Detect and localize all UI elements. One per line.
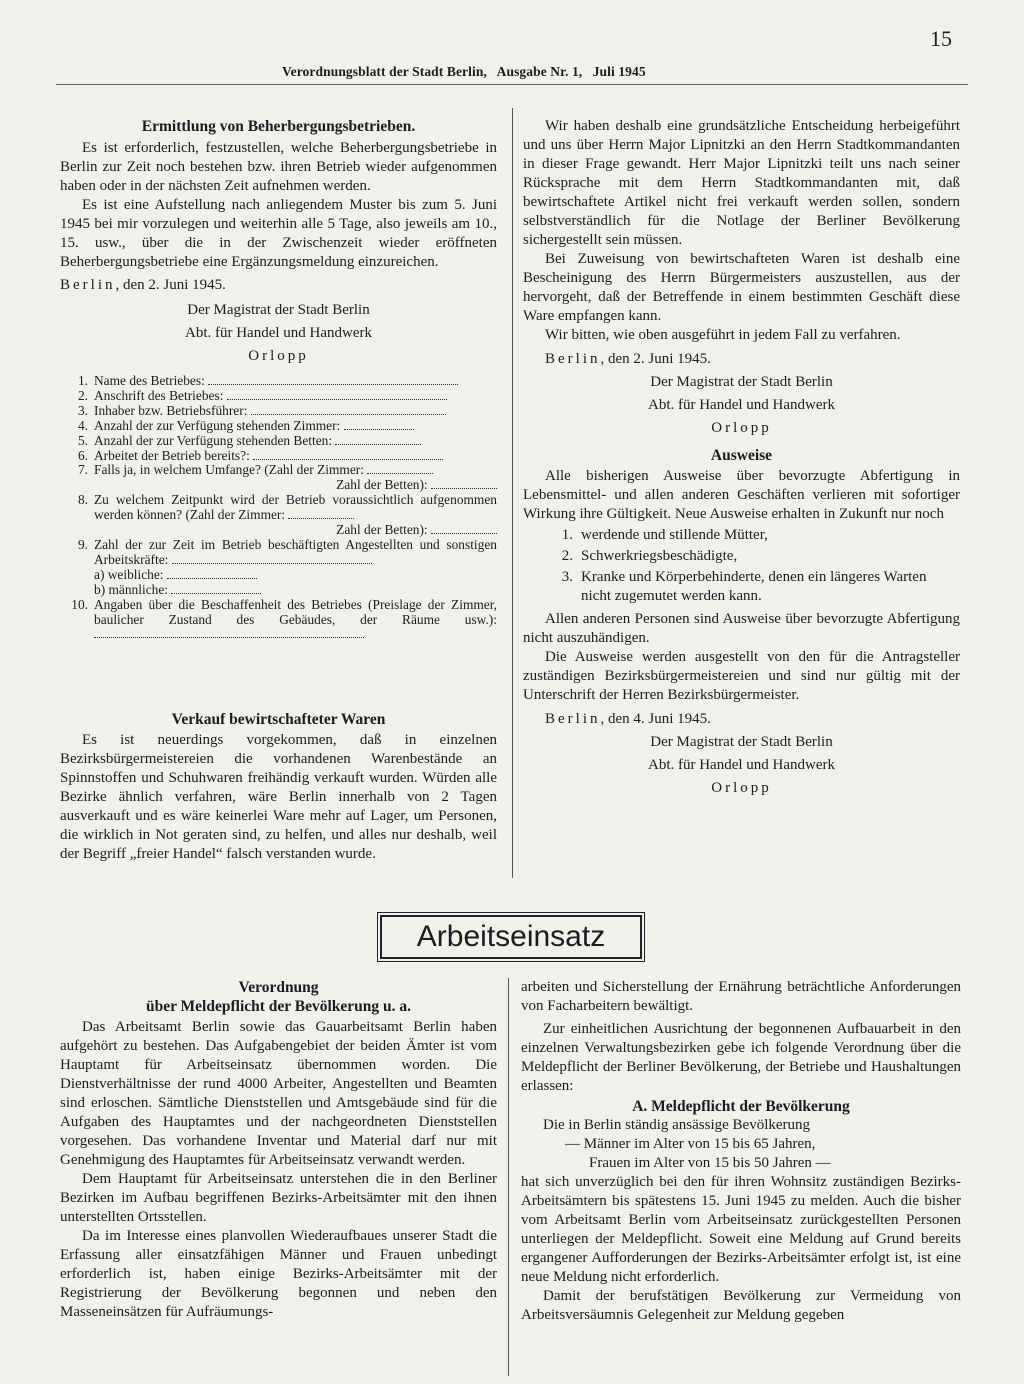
right-column-top	[523, 117, 960, 798]
paragraph: Die in Berlin ständig ansässige Bevölkerung	[543, 1117, 811, 1133]
page-number: 15	[930, 26, 952, 51]
paragraph: Damit der berufstätigen Bevölkerung zur Vermeidung von Arbeitsversäumnis Gelegenheit zur Meldung gegeben	[521, 1288, 961, 1323]
right-column-bottom	[521, 978, 961, 1325]
form-item: 8. Zu welchem Zeitpunkt wird der Betrieb voraussichtlich aufgenommen werden können? (Zahl der Zimmer: Zahl der Betten):	[77, 492, 497, 538]
city-name: Berlin	[545, 351, 601, 367]
paragraph: Die Ausweise werden ausgestellt von den für die Antragsteller zuständigen Bezirksbürgermeistereien und sind nur gültig mit der Unterschrift der Herren Bezirksbürgermeister.	[523, 649, 960, 703]
form-item: 7. Falls ja, in welchem Umfange? (Zahl der Zimmer: Zahl der Betten):	[66, 463, 497, 493]
date-line	[523, 350, 960, 369]
text-line: — Männer im Alter von 15 bis 65 Jahren,	[565, 1136, 816, 1152]
left-column-top	[60, 117, 497, 642]
eligibility-list	[523, 526, 960, 606]
signature-line: Abt. für Handel und Handwerk	[647, 397, 836, 413]
section-title-verkauf: Verkauf bewirtschafteter Waren	[171, 711, 386, 728]
form-item: 1. Name des Betriebes:	[66, 374, 497, 389]
paragraph: Allen anderen Personen sind Ausweise über bevorzugte Abfertigung nicht auszuhändigen.	[523, 611, 960, 646]
date-text: , den 4. Juni 1945.	[600, 711, 711, 727]
signature-line: Abt. für Handel und Handwerk	[647, 757, 836, 773]
list-item: 3. Kranke und Körperbehinderte, denen ein längeres Warten nicht zugemutet werden kann.	[561, 569, 927, 604]
paragraph: Es ist eine Aufstellung nach anliegendem Muster bis zum 5. Juni 1945 bei mir vorzulegen und weiterhin alle 5 Tage, also jeweils am 10., 15. usw., über die in der Zwischenzeit wieder eröffneten Beherbergungsbetriebe eine Ergänzungsmeldung einzureichen.	[60, 197, 497, 270]
paragraph: Wir bitten, wie oben ausgeführt in jedem Fall zu verfahren.	[545, 327, 901, 343]
paragraph: arbeiten und Sicherstellung der Ernährung beträchtliche Anforderungen von Facharbeitern bewältigt.	[521, 979, 961, 1014]
text-line: Frauen im Alter von 15 bis 50 Jahren —	[589, 1155, 831, 1171]
paragraph: Das Arbeitsamt Berlin sowie das Gauarbeitsamt Berlin haben aufgehört zu bestehen. Das Aufgabengebiet der beiden Ämter ist vom Hauptamt für Arbeitseinsatz übernommen worden. Die Dienstverhältnisse der rund 4000 Arbeiter, Angestellten und Beamten sind erloschen. Sämtliche Dienststellen und Amtsgebäude sind für die Aufgaben des Hauptamtes und der nachgeordneten Dienststellen vorgesehen. Das vorhandene Inventar und Material darf nur mit Genehmigung des Hauptamtes für Arbeitseinsatz verwandt werden.	[60, 1019, 497, 1168]
signature-name: Orlopp	[711, 420, 772, 436]
form-item: 5. Anzahl der zur Verfügung stehenden Betten:	[66, 434, 497, 449]
form-item: 2. Anschrift des Betriebes:	[66, 389, 497, 404]
paragraph: Da im Interesse eines planvollen Wiederaufbaues unserer Stadt die Erfassung aller einsatzfähigen Männer und Frauen unbedingt erforderlich ist, haben einige Bezirks-Arbeitsämter mit der Registrierung der Bevölkerung begonnen und neben den Masseneinsätzen für Aufräumungs-	[60, 1228, 497, 1320]
form-item: 6. Arbeitet der Betrieb bereits?:	[66, 449, 497, 464]
paragraph: Dem Hauptamt für Arbeitseinsatz unterstehen die in den Berliner Bezirken im Aufbau begriffenen Bezirks-Arbeitsämter mit den ihnen unterstellten Ortsstellen.	[60, 1171, 497, 1225]
form-item: 9. Zahl der zur Zeit im Betrieb beschäftigten Angestellten und sonstigen Arbeitskräfte: a) weibliche: b) männliche:	[77, 536, 497, 597]
signature-line: Der Magistrat der Stadt Berlin	[187, 302, 370, 318]
form-item: 10. Angaben über die Beschaffenheit des Betriebes (Preislage der Zimmer, baulicher Zustand des Gebäudes, der Räume usw.):	[66, 598, 497, 643]
column-divider-bottom	[508, 978, 509, 1376]
paragraph: Es ist neuerdings vorgekommen, daß in einzelnen Bezirksbürgermeistereien die vorhandenen Warenbestände an Spinnstoffen und Schuhwaren freihändig verkauft wurden. Würden alle Bezirke ähnlich verfahren, wäre Berlin innerhalb von 2 Tagen ausverkauft und es wäre keinerlei Ware mehr auf Lager, um Personen, die wirklich in Not geraten sind, zu helfen, und alles nur deshalb, weil der Begriff „freier Handel“ falsch verstanden wurde.	[60, 732, 497, 862]
date-line	[60, 276, 497, 295]
column-divider-top	[512, 108, 513, 878]
header-rule	[56, 84, 968, 85]
date-text: , den 2. Juni 1945.	[115, 277, 226, 293]
date-text: , den 2. Juni 1945.	[600, 351, 711, 367]
date-line	[523, 710, 960, 729]
running-header: Verordnungsblatt der Stadt Berlin, Ausgabe Nr. 1, Juli 1945	[282, 64, 646, 79]
paragraph: Wir haben deshalb eine grundsätzliche Entscheidung herbeigeführt und uns über Herrn Major Lipnitzki an den Herrn Stadtkommandanten in dieser Frage gewandt. Herr Major Lipnitzki teilt uns nach seiner Rücksprache mit dem Herrn Stadtkommandanten mit, daß bewirtschaftete Artikel nicht frei verkauft werden sollen, sondern selbstverständlich für die Notlage der Berliner Bevölkerung sichergestellt sein müssen.	[523, 118, 960, 248]
left-column-bottom	[60, 978, 497, 1322]
form-item: 3. Inhaber bzw. Betriebsführer:	[66, 404, 497, 419]
left-column-middle	[60, 710, 497, 864]
section-title-verordnung: Verordnung	[238, 979, 319, 996]
signature-name: Orlopp	[248, 348, 309, 364]
signature-line: Der Magistrat der Stadt Berlin	[650, 734, 833, 750]
section-title-ausweise: Ausweise	[710, 447, 773, 464]
city-name: Berlin	[545, 711, 601, 727]
paragraph: Bei Zuweisung von bewirtschafteten Waren ist deshalb eine Bescheinigung des Herrn Bürgermeisters auszustellen, aus der hervorgeht, daß der Betreffende in einem bestimmten Geschäft diese Ware empfangen kann.	[523, 251, 960, 324]
signature-name: Orlopp	[711, 780, 772, 796]
registration-form	[66, 374, 497, 642]
signature-line: Abt. für Handel und Handwerk	[184, 325, 373, 341]
section-subtitle-verordnung: über Meldepflicht der Bevölkerung u. a.	[145, 998, 412, 1015]
section-title-beherbergung: Ermittlung von Beherbergungsbetrieben.	[141, 118, 416, 135]
list-item: 2. Schwerkriegsbeschädigte,	[561, 548, 738, 564]
paragraph: Alle bisherigen Ausweise über bevorzugte Abfertigung in Lebensmittel- und allen anderen Geschäften verlieren mit sofortiger Wirkung ihre Gültigkeit. Neue Ausweise erhalten in Zukunft nur noch	[523, 468, 960, 522]
list-item: 1. werdende und stillende Mütter,	[561, 527, 768, 543]
paragraph: hat sich unverzüglich bei den für ihren Wohnsitz zuständigen Bezirks-Arbeitsämtern bis spätestens 15. Juni 1945 zu melden. Auch die bisher vom Arbeitsamt Berlin vom Arbeitseinsatz zurückgestellten Personen unterliegen der Meldepflicht. Soweit eine Meldung auf Grund bereits ergangener Aufforderungen der Bezirks-Arbeitsämter erfolgt ist, ist eine neue Meldung nicht erforderlich.	[521, 1174, 961, 1285]
paragraph: Zur einheitlichen Ausrichtung der begonnenen Aufbauarbeit in den einzelnen Verwaltungsbezirken gebe ich folgende Verordnung über die Meldepflicht der Berliner Bevölkerung, der Betriebe und Haushaltungen erlassen:	[521, 1021, 961, 1094]
section-banner: Arbeitseinsatz	[380, 915, 642, 959]
paragraph: Es ist erforderlich, festzustellen, welche Beherbergungsbetriebe in Berlin zur Zeit noch bestehen bzw. ihren Betrieb wieder aufgenommen haben oder in der nächsten Zeit aufnehmen werden.	[60, 140, 497, 194]
form-item: 4. Anzahl der zur Verfügung stehenden Zimmer:	[66, 419, 497, 434]
section-heading-meldepflicht: A. Meldepflicht der Bevölkerung	[632, 1098, 850, 1115]
city-name: Berlin	[60, 277, 116, 293]
signature-line: Der Magistrat der Stadt Berlin	[650, 374, 833, 390]
